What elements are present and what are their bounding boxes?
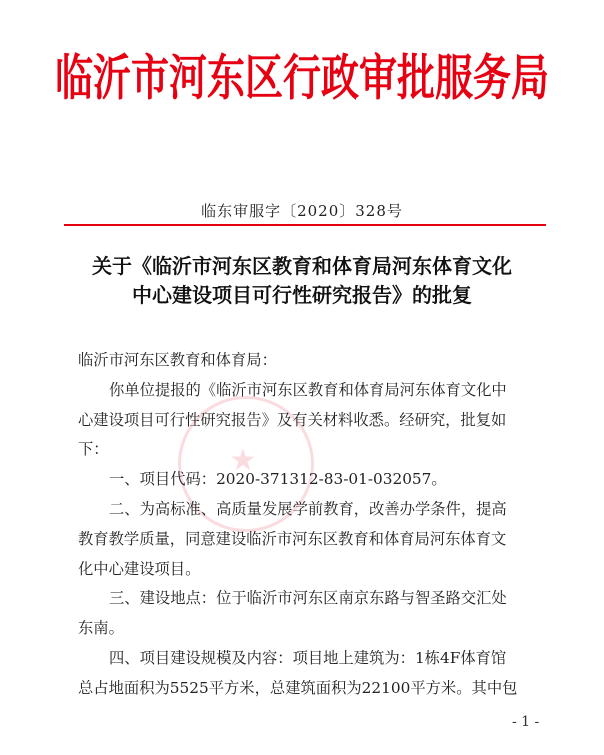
seal-star-icon: ★: [229, 443, 257, 478]
item2-line-1: 二、为高标准、高质量发展学前教育，改善办学条件，提高: [109, 499, 507, 518]
issuing-authority-header: 临沂市河东区行政审批服务局: [54, 49, 549, 107]
document-body: [78, 346, 538, 704]
red-divider-line: [64, 224, 546, 226]
item4-line-2: 总占地面积为5525平方米，总建筑面积为22100平方米。其中包: [78, 678, 518, 697]
para1-line-3: 下：: [78, 440, 109, 459]
para1-line-1: 你单位提报的《临沂市河东区教育和体育局河东体育文化中: [109, 380, 507, 399]
para1-line-2: 心建设项目可行性研究报告》及有关材料收悉。经研究，批复如: [78, 410, 507, 429]
title-line-1: 关于《临沂市河东区教育和体育局河东体育文化: [92, 254, 512, 278]
item2-line-2: 教育教学质量，同意建设临沂市河东区教育和体育局河东体育文: [78, 529, 507, 548]
document-title: [40, 252, 564, 310]
page-number: - 1 -: [512, 714, 540, 730]
item1-project-code: 一、项目代码：2020-371312-83-01-032057。: [109, 470, 447, 489]
document-number: 临东审服字〔2020〕328号: [201, 202, 403, 220]
item2-line-3: 化中心建设项目。: [78, 559, 201, 578]
item4-line-1: 四、项目建设规模及内容：项目地上建筑为：1栋4F体育馆: [109, 648, 507, 667]
salutation: 临沂市河东区教育和体育局：: [78, 351, 277, 369]
title-line-2: 中心建设项目可行性研究报告》的批复: [132, 283, 472, 307]
item3-line-2: 东南。: [78, 619, 124, 638]
item3-line-1: 三、建设地点：位于临沂市河东区南京东路与智圣路交汇处: [109, 589, 507, 608]
